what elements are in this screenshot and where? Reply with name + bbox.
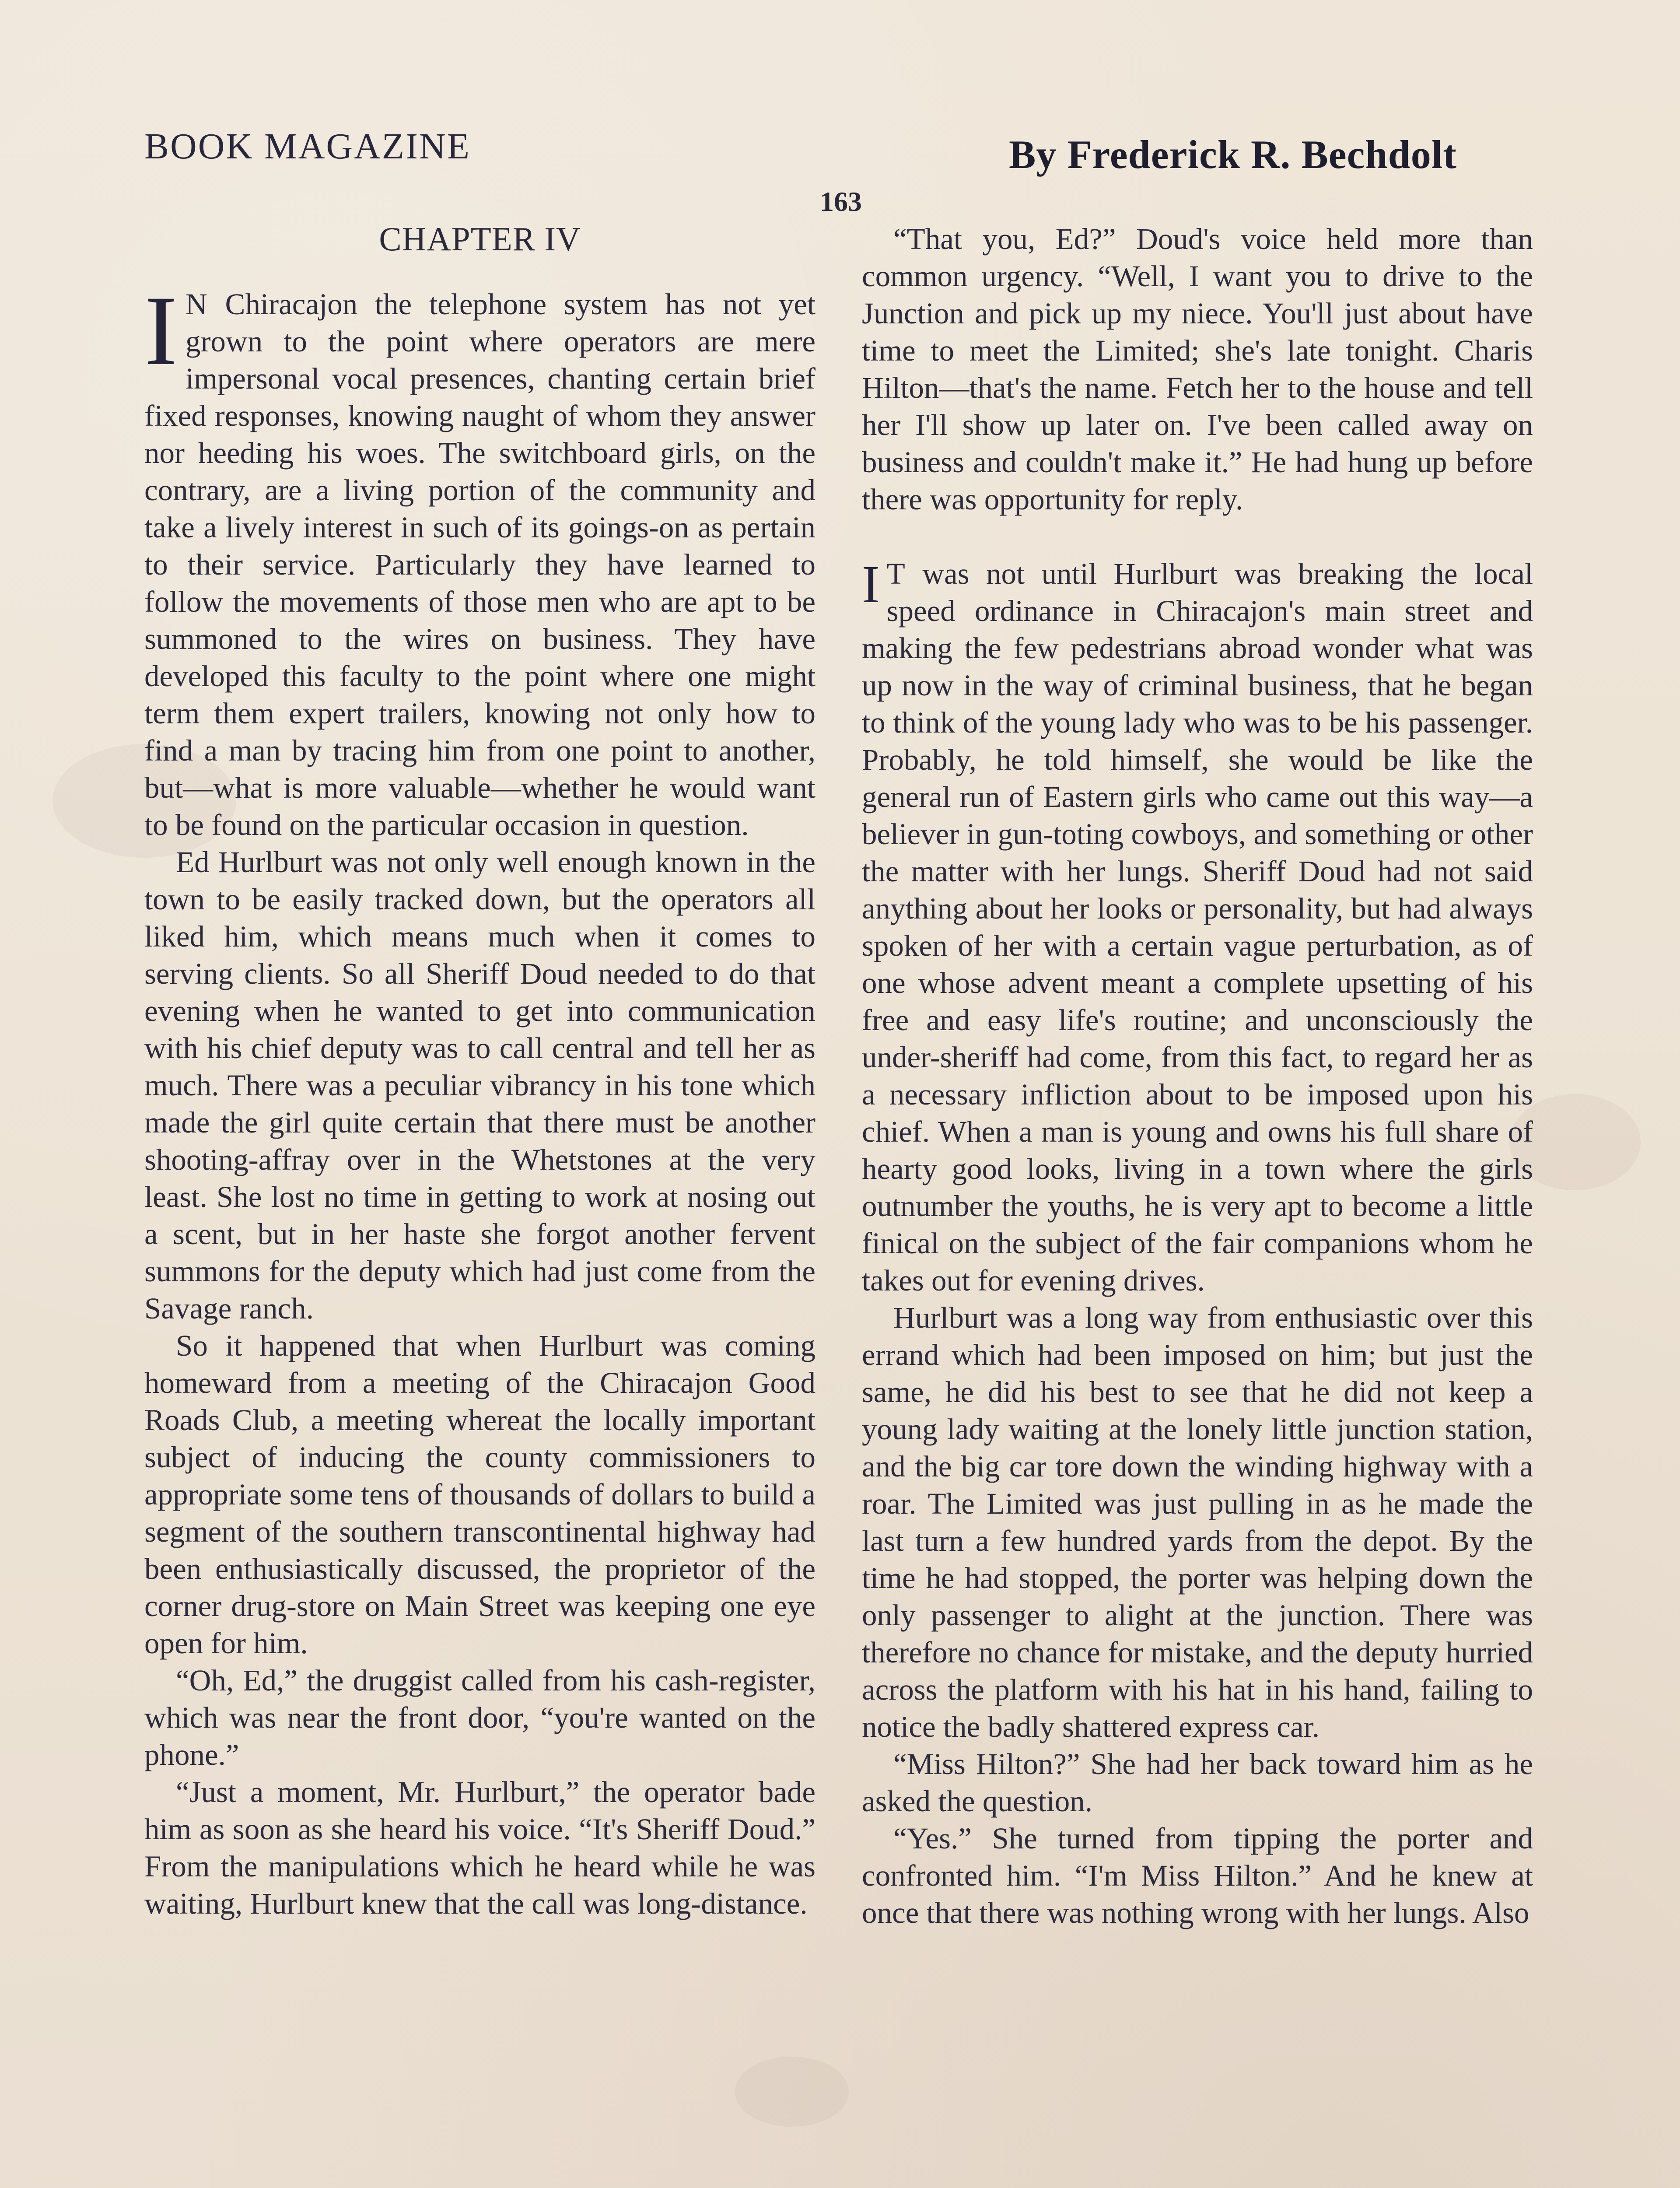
paragraph: “Oh, Ed,” the druggist called from his cash-register, which was near the front door, “you're wanted on the phone.” [144,1664,816,1771]
paragraph-text: was not until Hurlburt was breaking the local speed ordinance in Chiracajon's main street and making the few pedestrians abroad wonder what was up now in the way of criminal business, that he began to think of the young lady who was to be his passenger. Probably, he told himself, she would be like the general run of Eastern girls who came out this way—a believer in gun-toting cowboys, and something or other the matter with her lungs. Sheriff Doud had not said anything about her looks or personality, but had always spoken of her with a certain vague perturbation, as of one whose advent meant a complete upsetting of his free and easy life's routine; and unconsciously the under-sheriff had come, from this fact, to regard her as a necessary infliction about to be imposed upon his chief. When a man is young and owns his full share of hearty good looks, living in a town where the girls outnumber the youths, he is very apt to become a little finical on the subject of the fair companions whom he takes out for evening drives. [862,557,1533,1297]
lead-letter: T [886,557,906,590]
paragraph: “Yes.” She turned from tipping the porter and confronted him. “I'm Miss Hilton.” And he knew at once that there was nothing wrong with her lungs. Also [862,1822,1533,1929]
magazine-title: BOOK MAGAZINE [144,126,471,167]
drop-cap: I [144,276,178,386]
paragraph-text: Chiracajon the telephone system has not yet grown to the point where operators are mere impersonal vocal presences, chanting certain brief fixed responses, knowing naught of whom they answer nor heeding his woes. The switchboard girls, on the contrary, are a living portion of the community and take a lively interest in such of its goings-on as pertain to their service. Particularly they have learned to follow the movements of those men who are apt to be summoned to the wires on business. They have developed this faculty to the point where one might term them expert trailers, knowing not only how to find a man by tracing him from one point to another, but—what is more valuable—whether he would want to be found on the particular occasion in question. [144,288,816,842]
page-number: 163 [820,186,862,217]
chapter-heading: CHAPTER IV [379,221,581,258]
section-break [862,518,1533,555]
lead-letter: N [185,288,208,321]
paragraph: “Just a moment, Mr. Hurlburt,” the operator bade him as soon as she heard his voice. “It's Sheriff Doud.” From the manipulations which he heard while he was waiting, Hurlburt knew that the call was long-distance. [144,1775,816,1920]
opening-paragraph [144,276,816,844]
paragraph: “Miss Hilton?” She had her back toward him as he asked the question. [862,1747,1533,1818]
section-opening-paragraph [862,555,1533,1299]
left-column [144,221,816,2188]
paragraph: Ed Hurlburt was not only well enough known in the town to be easily tracked down, but the operators all liked him, which means much when it comes to serving clients. So all Sheriff Doud needed to do that evening when he wanted to get into communication with his chief deputy was to call central and tell her as much. There was a peculiar vibrancy in his tone which made the girl quite certain that there must be another shooting-affray over in the Whetstones at the very least. She lost no time in getting to work at nosing out a scent, but in her haste she forgot another fervent summons for the deputy which had just come from the Savage ranch. [144,845,816,1325]
paragraph: “That you, Ed?” Doud's voice held more than common urgency. “Well, I want you to drive to the Junction and pick up my niece. You'll just about have time to meet the Limited; she's late tonight. Charis Hilton—that's the name. Fetch her to the house and tell her I'll show up later on. I've been called away on business and couldn't make it.” He had hung up before there was opportunity for reply. [862,222,1533,516]
paragraph: So it happened that when Hurlburt was coming homeward from a meeting of the Chiracajon Good Roads Club, a meeting whereat the locally important subject of inducing the county commissioners to appropriate some tens of thousands of dollars to build a segment of the southern transcontinental highway had been enthusiastically discussed, the proprietor of the corner drug-store on Main Street was keeping one eye open for him. [144,1329,816,1660]
drop-cap: I [862,555,880,614]
author-byline: By Frederick R. Bechdolt [1009,132,1457,177]
right-column [862,221,1533,2188]
paragraph: Hurlburt was a long way from enthusiastic over this errand which had been imposed on him; but just the same, he did his best to see that he did not keep a young lady waiting at the lonely little junction station, and the big car tore down the winding highway with a roar. The Limited was just pulling in as he made the last turn a few hundred yards from the depot. By the time he had stopped, the porter was helping down the only passenger to alight at the junction. There was therefore no chance for mistake, and the deputy hurried across the platform with his hat in his hand, failing to notice the badly shattered express car. [862,1301,1533,1743]
